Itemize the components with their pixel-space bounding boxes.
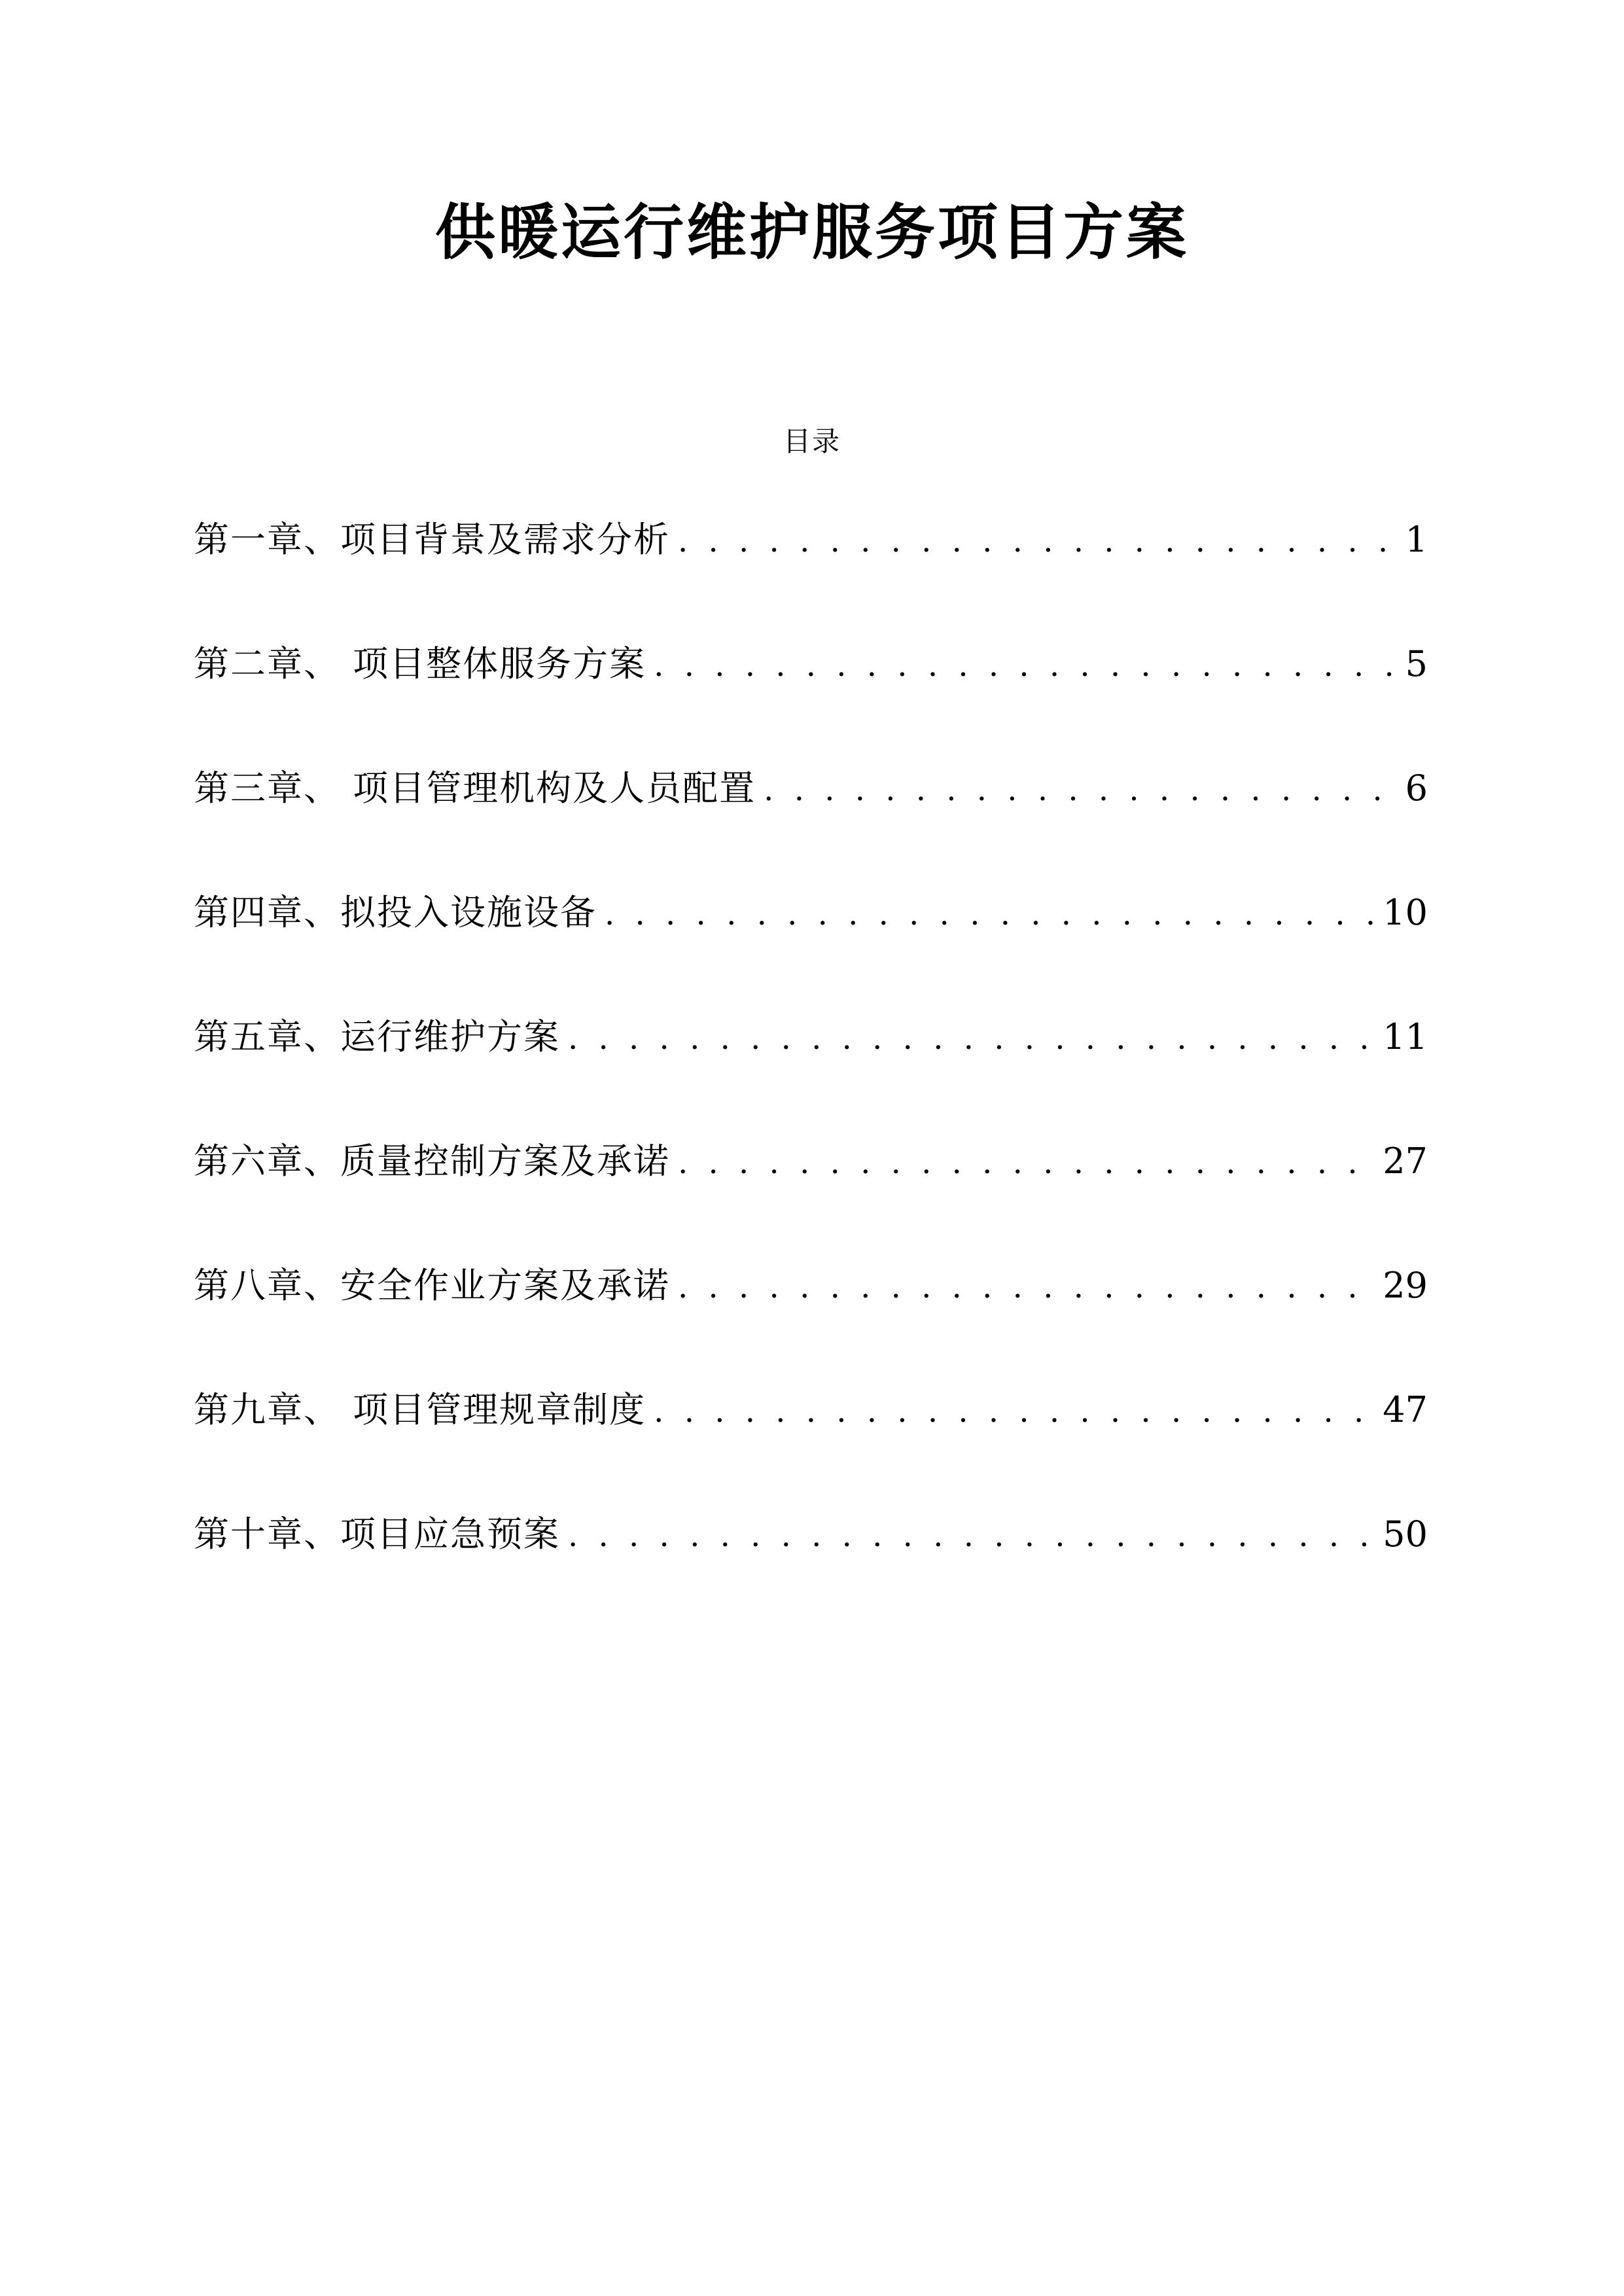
toc-dot-leader <box>654 636 1401 695</box>
toc-dot-leader <box>568 1009 1379 1068</box>
toc-entry-1[interactable] <box>194 510 1428 635</box>
toc-entry-label: 第四章、拟投入设施设备 <box>194 892 597 933</box>
toc-entry-label: 第六章、质量控制方案及承诺 <box>194 1140 670 1182</box>
toc-entry-label: 第二章、 项目整体服务方案 <box>194 643 646 684</box>
toc-entry-8[interactable] <box>194 1381 1428 1505</box>
toc-entry-page: 1 <box>1405 519 1428 560</box>
toc-entry-page: 29 <box>1383 1265 1428 1306</box>
toc-dot-leader <box>654 1382 1379 1441</box>
document-title: 供暖运行维护服务项目方案 <box>434 197 1189 268</box>
toc-entry-2[interactable] <box>194 635 1428 759</box>
toc-entry-5[interactable] <box>194 1008 1428 1132</box>
toc-dot-leader <box>678 512 1402 571</box>
toc-entry-label: 第五章、运行维护方案 <box>194 1016 560 1057</box>
toc-entry-6[interactable] <box>194 1132 1428 1256</box>
toc-entry-page: 5 <box>1405 643 1428 684</box>
toc-entry-label: 第一章、项目背景及需求分析 <box>194 519 670 560</box>
toc-entry-page: 27 <box>1383 1140 1428 1182</box>
toc-entry-page: 47 <box>1383 1389 1428 1430</box>
toc-entry-3[interactable] <box>194 759 1428 883</box>
toc-entry-9[interactable] <box>194 1505 1428 1629</box>
toc-entry-7[interactable] <box>194 1256 1428 1381</box>
toc-entry-page: 50 <box>1383 1513 1428 1555</box>
toc-entry-page: 6 <box>1405 768 1428 809</box>
toc-entry-label: 第三章、 项目管理机构及人员配置 <box>194 768 756 809</box>
toc-entry-page: 11 <box>1383 1016 1428 1057</box>
table-of-contents <box>194 510 1428 1629</box>
toc-entry-label: 第九章、 项目管理规章制度 <box>194 1389 646 1430</box>
toc-entry-4[interactable] <box>194 883 1428 1008</box>
toc-entry-label: 第十章、项目应急预案 <box>194 1513 560 1555</box>
toc-dot-leader <box>605 885 1379 944</box>
toc-dot-leader <box>764 760 1401 819</box>
toc-dot-leader <box>568 1506 1379 1565</box>
toc-dot-leader <box>678 1258 1379 1316</box>
toc-entry-label: 第八章、安全作业方案及承诺 <box>194 1265 670 1306</box>
toc-heading: 目录 <box>783 425 841 457</box>
toc-entry-page: 10 <box>1383 892 1428 933</box>
toc-dot-leader <box>678 1133 1379 1192</box>
